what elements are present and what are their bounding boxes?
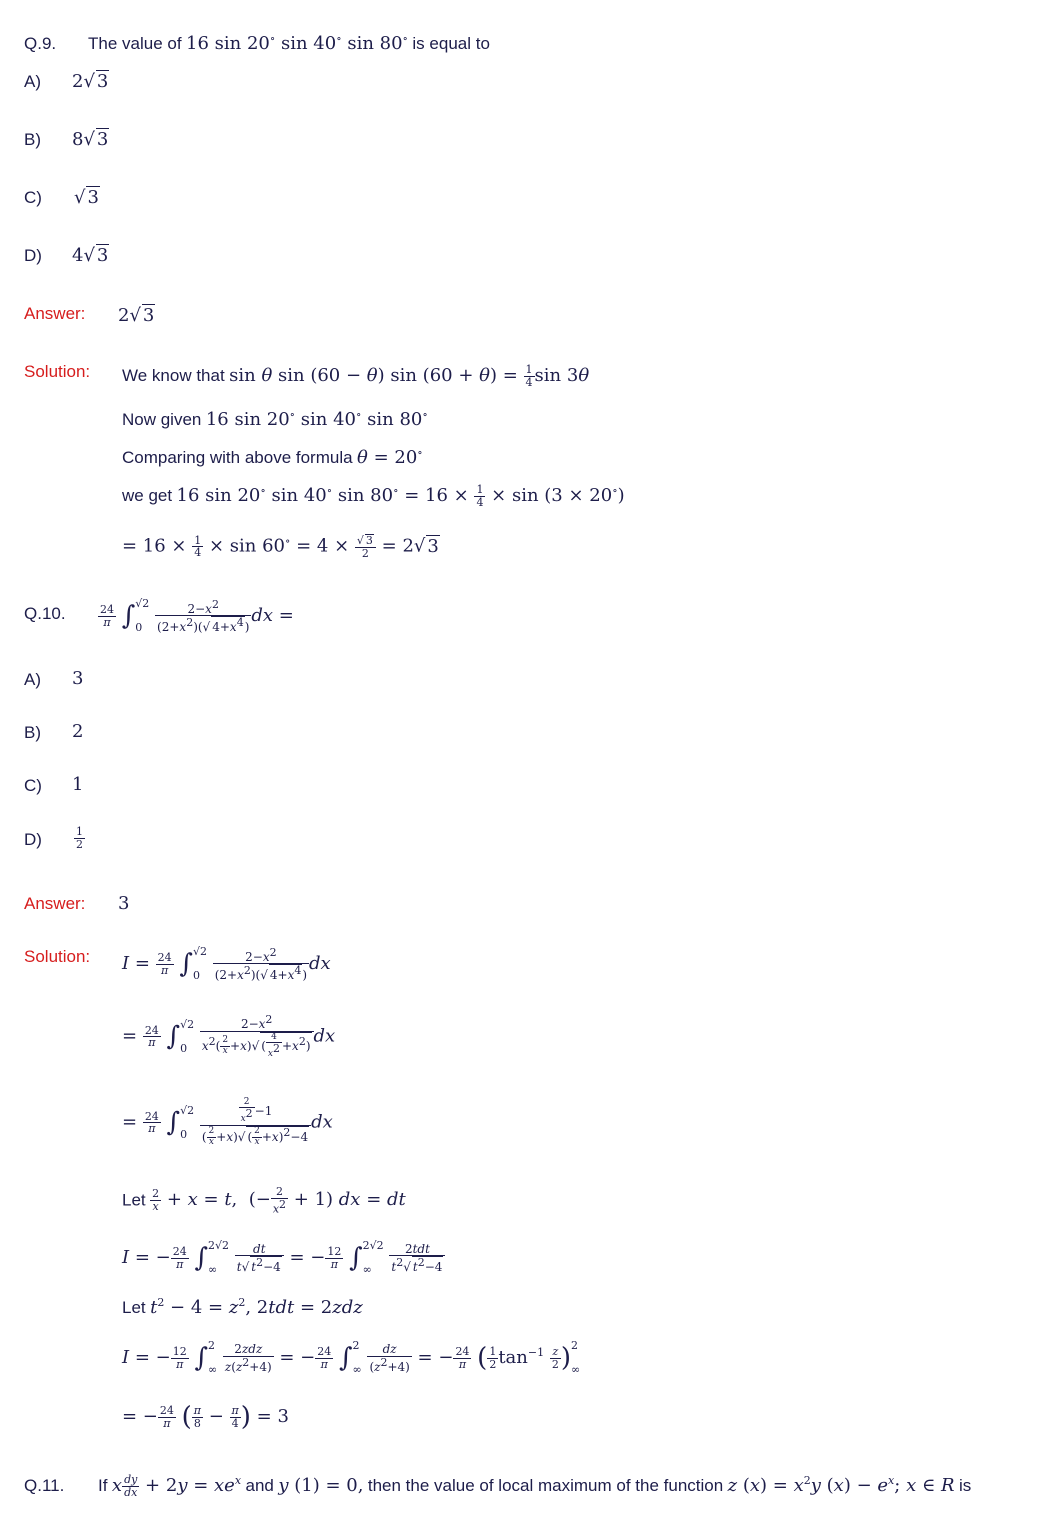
q10-number: Q.10.	[24, 604, 66, 623]
q10-option-c-value: 1	[72, 774, 84, 795]
q10-solution-label: Solution:	[24, 947, 91, 966]
q10-solution-line-1: I = $\frac{24}{\pi}$ ∫√2 0 $\frac{2-x^2}{(2+x^2)(√ 4+x^4)}$ dx	[122, 945, 331, 983]
q10-solution-line-2: = $\frac{24}{\pi}$ ∫√2 0 $2-x^2$ $x^2$( $\frac{2}{x}$ +x)√ ( $\frac{4}{x^2}$ $+x^2$) dx	[122, 1013, 336, 1060]
q10-option-a-value: 3	[72, 668, 84, 689]
q10-answer-label: Answer:	[24, 894, 86, 913]
q10-option-b-value: 2	[72, 721, 84, 742]
q9-option-a-value: 2√ 3	[72, 71, 109, 92]
q9-solution-line-4: we get 16 sin 20∘ sin 40∘ sin 80∘ = 16 × $\frac{1}{4}$ × sin (3 × 20∘)	[122, 483, 625, 509]
q10-answer-value: 3	[118, 893, 130, 914]
q9-question-prefix: The value of	[88, 34, 182, 53]
q9-solution-line-1: We know that sin θ sin (60 − θ) sin (60 + θ) = $\frac{1}{4}$ sin 3θ	[122, 363, 590, 389]
q9-option-d-label: D)	[24, 246, 42, 265]
q9-option-a-label: A)	[24, 72, 41, 91]
q10-option-d-label: D)	[24, 830, 42, 849]
q9-solution-line-1-text: We know that	[122, 366, 225, 386]
q10-solution-line-8: = − $\frac{24}{\pi}$ ( $\frac{\pi}{8}$ − $\frac{\pi}{4}$ ) = 3	[122, 1402, 289, 1432]
q9-option-b-label: B)	[24, 130, 41, 149]
q9-option-d-value: 4√ 3	[72, 245, 109, 266]
q9-answer-label: Answer:	[24, 304, 86, 323]
q9-solution-line-3-text: Comparing with above formula	[122, 448, 353, 467]
q9-option-c-value: √ 3	[74, 187, 99, 208]
q9-question-suffix: is equal to	[412, 34, 490, 53]
q9-solution-label: Solution:	[24, 362, 91, 381]
q10-option-d-value: $\frac{1}{2}$	[76, 825, 83, 851]
q9-number: Q.9.	[24, 34, 57, 53]
q10-option-a-label: A)	[24, 670, 41, 689]
q9-solution-line-4-text: we get	[122, 486, 173, 506]
q9-option-c-label: C)	[24, 188, 42, 207]
q9-solution-line-2-text: Now given	[122, 410, 202, 429]
q9-solution-line-3: Comparing with above formula θ = 20∘	[122, 446, 423, 468]
q10-option-b-label: B)	[24, 723, 41, 742]
q9-solution-line-5: = 16 × $\frac{1}{4}$ × sin 60∘ = 4 × $\frac{√ 3}{2}$ = 2√ 3	[122, 533, 439, 560]
q10-option-c-label: C)	[24, 776, 42, 795]
q9-solution-line-2: Now given 16 sin 20∘ sin 40∘ sin 80∘	[122, 408, 428, 430]
q10-solution-line-6: Let $t^2 - 4 = z^2$, 2tdt = 2zdz	[122, 1296, 363, 1318]
q9-question-math: 16 sin 20∘ sin 40∘ sin 80∘	[186, 32, 408, 54]
q9-option-b-value: 8√ 3	[72, 129, 109, 150]
q10-solution-line-5: I = − $\frac{24}{\pi}$ ∫2√2 ∞ $\frac{dt}{t√ t^2-4}$ = − $\frac{12}{\pi}$ ∫2√2 ∞ $\frac{\text{2tdt}}{t^2√ t^2-4}$	[122, 1240, 445, 1276]
q10-solution-line-3: = $\frac{24}{\pi}$ ∫√2 0 $\frac{2}{x^2}$ −1 ( $\frac{2}{x}$ +x)√ ( $\frac{2}{x}$ +x)$^2$−4 dx	[122, 1097, 333, 1147]
q11-number: Q.11.	[24, 1476, 65, 1495]
q9-answer-value: 2√ 3	[118, 305, 155, 326]
q10-solution-line-4: Let $\frac{2}{x}$ + x = t, (− $\frac{2}{x^2}$ + 1) dx = dt	[122, 1185, 406, 1216]
q10-solution-line-7: I = − $\frac{12}{\pi}$ ∫2 ∞ $\frac{\text{2zdz}}{z(z^2+4)}$ = − $\frac{24}{\pi}$ ∫2 ∞ $\frac{dz}{(z^2+4)}$ = − $\frac{24}{\pi}$ ( $\frac{1}{2}$ $\tan^{-1}$ $\frac{z}{2}$ )2 ∞	[122, 1339, 581, 1377]
q9-question	[88, 32, 490, 54]
q10-question-math: $\frac{24}{\pi}$ ∫√2 0 $\frac{2-x^2}{(2+x^2)(√ 4+x^4)}$ dx =	[100, 597, 294, 635]
q11-question: If x $\frac{dy}{dx}$ + $2y = xe^x$ and y (1) = 0, then the value of local maximum of the function z $(x) = x^2y$ $(x) - e^x$; x ∈ R is	[98, 1473, 972, 1499]
